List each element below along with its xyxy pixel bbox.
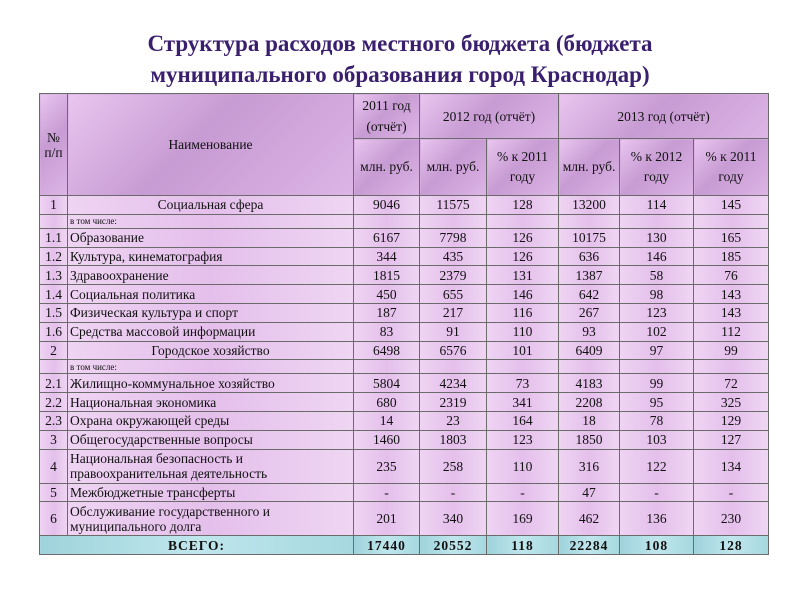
row-2012-pct: 101 <box>487 341 559 360</box>
row-2013-pct2012: 58 <box>620 266 694 285</box>
row-2011 <box>354 214 420 228</box>
row-2012-pct: 131 <box>487 266 559 285</box>
row-2013-pct2011: 185 <box>694 247 769 266</box>
table-row <box>40 374 769 393</box>
col-header-2013: 2013 год (отчёт) <box>559 94 769 139</box>
table-row <box>40 322 769 341</box>
row-2012-pct: 128 <box>487 196 559 215</box>
row-num: 1.5 <box>40 303 68 322</box>
row-name: в том числе: <box>68 214 354 228</box>
table-row <box>40 228 769 247</box>
row-2013: 47 <box>559 483 620 502</box>
row-2012: 91 <box>420 322 487 341</box>
row-2012: 7798 <box>420 228 487 247</box>
row-name: Социальная политика <box>68 285 354 304</box>
budget-table <box>39 93 769 555</box>
row-2013-pct2012: 146 <box>620 247 694 266</box>
total-2012: 20552 <box>420 536 487 555</box>
row-2011: 1460 <box>354 430 420 449</box>
row-2012: 435 <box>420 247 487 266</box>
row-2013-pct2012: 102 <box>620 322 694 341</box>
row-2013-pct2011: 165 <box>694 228 769 247</box>
row-2013: 267 <box>559 303 620 322</box>
row-2013: 316 <box>559 449 620 483</box>
row-2013-pct2012: - <box>620 483 694 502</box>
col-header-2012-pct: % к 2011 году <box>487 139 559 196</box>
table-row <box>40 411 769 430</box>
row-2013-pct2012: 78 <box>620 411 694 430</box>
row-2011: 5804 <box>354 374 420 393</box>
row-2012 <box>420 360 487 374</box>
row-2012: 6576 <box>420 341 487 360</box>
row-2013-pct2012: 122 <box>620 449 694 483</box>
total-2012-pct: 118 <box>487 536 559 555</box>
col-header-2013-mln: млн. руб. <box>559 139 620 196</box>
row-2013-pct2012: 123 <box>620 303 694 322</box>
col-header-2013-pct2012: % к 2012 году <box>620 139 694 196</box>
row-2012-pct: 126 <box>487 228 559 247</box>
title-line-2: муниципального образования город Краснодар) <box>150 62 650 87</box>
row-2013: 13200 <box>559 196 620 215</box>
table-row <box>40 393 769 412</box>
row-2013-pct2011: 76 <box>694 266 769 285</box>
row-2012: 655 <box>420 285 487 304</box>
row-2013-pct2011: 72 <box>694 374 769 393</box>
row-2013: 642 <box>559 285 620 304</box>
row-name: Национальная экономика <box>68 393 354 412</box>
col-header-2013-pct2011: % к 2011 году <box>694 139 769 196</box>
row-num: 3 <box>40 430 68 449</box>
row-2013: 6409 <box>559 341 620 360</box>
row-name: Средства массовой информации <box>68 322 354 341</box>
row-2013: 18 <box>559 411 620 430</box>
table-row <box>40 196 769 215</box>
row-2013-pct2011: 134 <box>694 449 769 483</box>
col-header-2012: 2012 год (отчёт) <box>420 94 559 139</box>
row-num <box>40 214 68 228</box>
row-2012: 2319 <box>420 393 487 412</box>
total-2013-pct2011: 128 <box>694 536 769 555</box>
row-2013-pct2011: 145 <box>694 196 769 215</box>
row-2012: 1803 <box>420 430 487 449</box>
table-row <box>40 303 769 322</box>
total-2013: 22284 <box>559 536 620 555</box>
row-2011: 14 <box>354 411 420 430</box>
row-2012: 258 <box>420 449 487 483</box>
row-2012-pct: 146 <box>487 285 559 304</box>
row-2012-pct <box>487 214 559 228</box>
row-2011: 6498 <box>354 341 420 360</box>
row-2012-pct: 164 <box>487 411 559 430</box>
row-2013-pct2011 <box>694 360 769 374</box>
row-2013-pct2012 <box>620 214 694 228</box>
page-title <box>0 28 800 90</box>
row-2013-pct2012: 103 <box>620 430 694 449</box>
row-num: 4 <box>40 449 68 483</box>
row-2013: 1387 <box>559 266 620 285</box>
row-num: 2.2 <box>40 393 68 412</box>
row-2012 <box>420 214 487 228</box>
col-header-num: № п/п <box>40 94 68 196</box>
row-2013-pct2011: 143 <box>694 285 769 304</box>
table-row <box>40 285 769 304</box>
row-2012-pct: 116 <box>487 303 559 322</box>
row-2013-pct2012: 114 <box>620 196 694 215</box>
row-name: Жилищно-коммунальное хозяйство <box>68 374 354 393</box>
row-2012: 23 <box>420 411 487 430</box>
row-2013: 1850 <box>559 430 620 449</box>
row-name: Общегосударственные вопросы <box>68 430 354 449</box>
row-name: Социальная сфера <box>68 196 354 215</box>
row-2012-pct: 110 <box>487 449 559 483</box>
row-2013-pct2012: 95 <box>620 393 694 412</box>
row-2013: 462 <box>559 502 620 536</box>
row-name: Физическая культура и спорт <box>68 303 354 322</box>
row-2012-pct <box>487 360 559 374</box>
table-row <box>40 430 769 449</box>
row-num: 2.3 <box>40 411 68 430</box>
row-name: Образование <box>68 228 354 247</box>
row-2011: 187 <box>354 303 420 322</box>
row-2012-pct: - <box>487 483 559 502</box>
row-2012-pct: 123 <box>487 430 559 449</box>
row-2013-pct2011 <box>694 214 769 228</box>
row-2013: 4183 <box>559 374 620 393</box>
row-num: 2 <box>40 341 68 360</box>
row-2011: - <box>354 483 420 502</box>
row-2013-pct2011: - <box>694 483 769 502</box>
row-2013-pct2011: 99 <box>694 341 769 360</box>
row-2011: 201 <box>354 502 420 536</box>
row-2012: 340 <box>420 502 487 536</box>
row-2013 <box>559 360 620 374</box>
row-2011: 83 <box>354 322 420 341</box>
row-num: 1.6 <box>40 322 68 341</box>
row-2013-pct2012: 97 <box>620 341 694 360</box>
row-name: Городское хозяйство <box>68 341 354 360</box>
row-2012-pct: 169 <box>487 502 559 536</box>
row-num <box>40 360 68 374</box>
row-2013: 10175 <box>559 228 620 247</box>
col-header-2011-mln: млн. руб. <box>354 139 420 196</box>
row-2012: 2379 <box>420 266 487 285</box>
row-2011: 450 <box>354 285 420 304</box>
row-2013-pct2011: 230 <box>694 502 769 536</box>
row-2013-pct2011: 127 <box>694 430 769 449</box>
table-row <box>40 449 769 483</box>
row-2013-pct2012: 130 <box>620 228 694 247</box>
row-2013-pct2012: 136 <box>620 502 694 536</box>
row-num: 1.3 <box>40 266 68 285</box>
row-num: 1.4 <box>40 285 68 304</box>
row-2012-pct: 341 <box>487 393 559 412</box>
row-name: Здравоохранение <box>68 266 354 285</box>
row-name: Охрана окружающей среды <box>68 411 354 430</box>
row-2012-pct: 73 <box>487 374 559 393</box>
table-row <box>40 341 769 360</box>
row-name: в том числе: <box>68 360 354 374</box>
col-header-2012-mln: млн. руб. <box>420 139 487 196</box>
row-2013 <box>559 214 620 228</box>
row-num: 1.1 <box>40 228 68 247</box>
row-2013-pct2011: 143 <box>694 303 769 322</box>
total-2013-pct2012: 108 <box>620 536 694 555</box>
row-2013: 2208 <box>559 393 620 412</box>
row-2013: 93 <box>559 322 620 341</box>
table-row <box>40 483 769 502</box>
col-header-2011: 2011 год (отчёт) <box>354 94 420 139</box>
row-num: 2.1 <box>40 374 68 393</box>
row-2012: 217 <box>420 303 487 322</box>
row-2013: 636 <box>559 247 620 266</box>
row-2013-pct2011: 129 <box>694 411 769 430</box>
row-num: 1.2 <box>40 247 68 266</box>
row-num: 1 <box>40 196 68 215</box>
table-row <box>40 247 769 266</box>
row-2011: 680 <box>354 393 420 412</box>
row-2013-pct2011: 325 <box>694 393 769 412</box>
row-2011: 9046 <box>354 196 420 215</box>
subheading-row <box>40 360 769 374</box>
row-2012: 11575 <box>420 196 487 215</box>
row-2012-pct: 110 <box>487 322 559 341</box>
row-num: 5 <box>40 483 68 502</box>
row-2012-pct: 126 <box>487 247 559 266</box>
row-name: Межбюджетные трансферты <box>68 483 354 502</box>
row-2013-pct2012: 99 <box>620 374 694 393</box>
total-label: ВСЕГО: <box>40 536 354 555</box>
row-name: Национальная безопасность и правоохранительная деятельность <box>68 449 354 483</box>
col-header-name: Наименование <box>68 94 354 196</box>
row-num: 6 <box>40 502 68 536</box>
row-2012: - <box>420 483 487 502</box>
subheading-row <box>40 214 769 228</box>
row-2011 <box>354 360 420 374</box>
row-2011: 235 <box>354 449 420 483</box>
total-row <box>40 536 769 555</box>
title-line-1: Структура расходов местного бюджета (бюджета <box>147 31 653 56</box>
row-2012: 4234 <box>420 374 487 393</box>
row-2011: 6167 <box>354 228 420 247</box>
row-2011: 1815 <box>354 266 420 285</box>
row-2011: 344 <box>354 247 420 266</box>
row-2013-pct2012 <box>620 360 694 374</box>
table-row <box>40 502 769 536</box>
total-2011: 17440 <box>354 536 420 555</box>
row-name: Культура, кинематография <box>68 247 354 266</box>
row-2013-pct2011: 112 <box>694 322 769 341</box>
table-row <box>40 266 769 285</box>
row-2013-pct2012: 98 <box>620 285 694 304</box>
row-name: Обслуживание государственного и муниципального долга <box>68 502 354 536</box>
